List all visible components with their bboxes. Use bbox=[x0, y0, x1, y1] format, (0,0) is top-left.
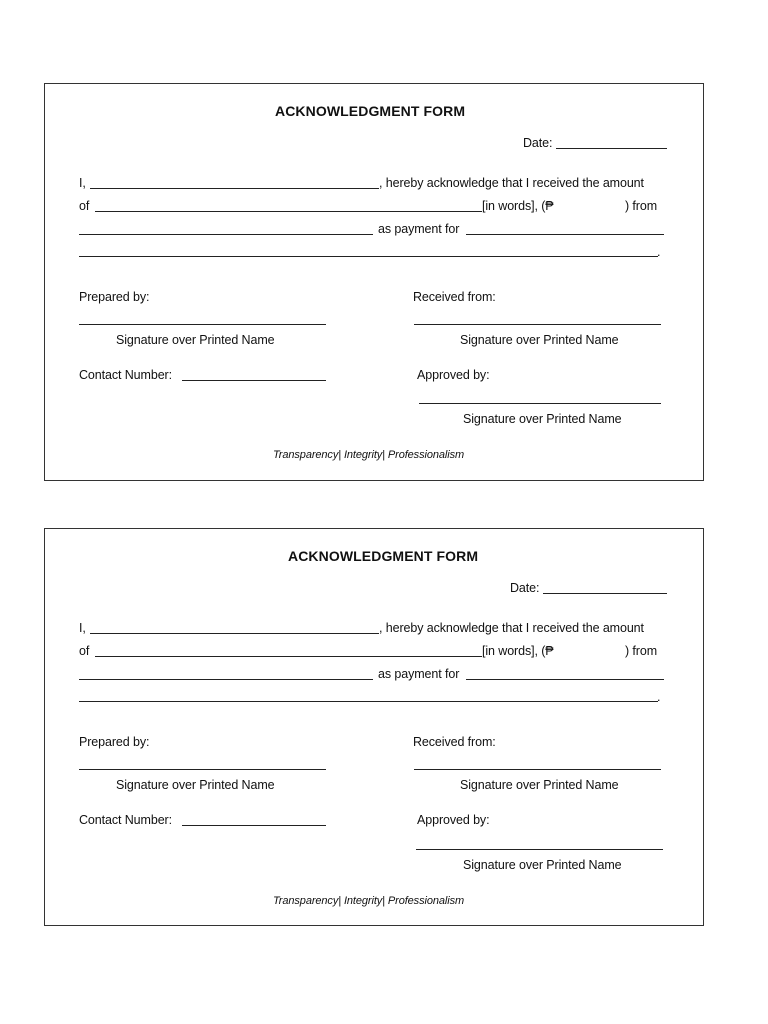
line2-prefix: of bbox=[79, 199, 90, 213]
contact-number-field[interactable] bbox=[182, 380, 326, 381]
form-title: ACKNOWLEDGMENT FORM bbox=[275, 103, 466, 119]
payment-for-label: as payment for bbox=[378, 222, 460, 236]
payment-purpose-field[interactable] bbox=[466, 234, 664, 235]
from-label: ) from bbox=[625, 199, 658, 213]
approved-by-signature-caption: Signature over Printed Name bbox=[463, 858, 622, 872]
prepared-by-signature-line[interactable] bbox=[79, 324, 326, 325]
prepared-by-label: Prepared by: bbox=[79, 735, 150, 749]
received-from-label: Received from: bbox=[413, 290, 496, 304]
acknowledgment-form-1 bbox=[44, 83, 704, 481]
recipient-name-field[interactable] bbox=[90, 188, 379, 189]
line1-prefix: I, bbox=[79, 176, 86, 190]
acknowledgment-form-2 bbox=[44, 528, 704, 926]
from-label: ) from bbox=[625, 644, 658, 658]
line1-suffix: , hereby acknowledge that I received the amount bbox=[379, 621, 644, 635]
line1-prefix: I, bbox=[79, 621, 86, 635]
date-label: Date: bbox=[523, 136, 553, 150]
in-words-label: [in words], (₱ bbox=[482, 644, 554, 658]
received-from-signature-caption: Signature over Printed Name bbox=[460, 333, 619, 347]
in-words-label: [in words], (₱ bbox=[482, 199, 554, 213]
line1-suffix: , hereby acknowledge that I received the amount bbox=[379, 176, 644, 190]
received-from-signature-line[interactable] bbox=[414, 324, 661, 325]
tagline: Transparency| Integrity| Professionalism bbox=[273, 449, 465, 461]
contact-number-label: Contact Number: bbox=[79, 368, 172, 382]
received-from-label: Received from: bbox=[413, 735, 496, 749]
approved-by-signature-line[interactable] bbox=[416, 849, 663, 850]
contact-number-field[interactable] bbox=[182, 825, 326, 826]
payment-purpose-continued-field[interactable] bbox=[79, 701, 658, 702]
prepared-by-signature-line[interactable] bbox=[79, 769, 326, 770]
prepared-by-signature-caption: Signature over Printed Name bbox=[116, 778, 275, 792]
payment-purpose-continued-field[interactable] bbox=[79, 256, 658, 257]
prepared-by-label: Prepared by: bbox=[79, 290, 150, 304]
recipient-name-field[interactable] bbox=[90, 633, 379, 634]
payment-purpose-field[interactable] bbox=[466, 679, 664, 680]
approved-by-signature-line[interactable] bbox=[419, 403, 661, 404]
date-field[interactable] bbox=[543, 593, 667, 594]
form-title: ACKNOWLEDGMENT FORM bbox=[288, 548, 479, 564]
line2-prefix: of bbox=[79, 644, 90, 658]
approved-by-label: Approved by: bbox=[417, 813, 490, 827]
prepared-by-signature-caption: Signature over Printed Name bbox=[116, 333, 275, 347]
payer-name-field[interactable] bbox=[79, 234, 373, 235]
line4-end: . bbox=[657, 245, 661, 259]
date-label: Date: bbox=[510, 581, 540, 595]
received-from-signature-caption: Signature over Printed Name bbox=[460, 778, 619, 792]
payer-name-field[interactable] bbox=[79, 679, 373, 680]
tagline: Transparency| Integrity| Professionalism bbox=[273, 895, 465, 907]
approved-by-signature-caption: Signature over Printed Name bbox=[463, 412, 622, 426]
approved-by-label: Approved by: bbox=[417, 368, 490, 382]
line4-end: . bbox=[657, 690, 661, 704]
payment-for-label: as payment for bbox=[378, 667, 460, 681]
amount-in-words-field[interactable] bbox=[95, 211, 482, 212]
received-from-signature-line[interactable] bbox=[414, 769, 661, 770]
contact-number-label: Contact Number: bbox=[79, 813, 172, 827]
amount-in-words-field[interactable] bbox=[95, 656, 482, 657]
date-field[interactable] bbox=[556, 148, 667, 149]
